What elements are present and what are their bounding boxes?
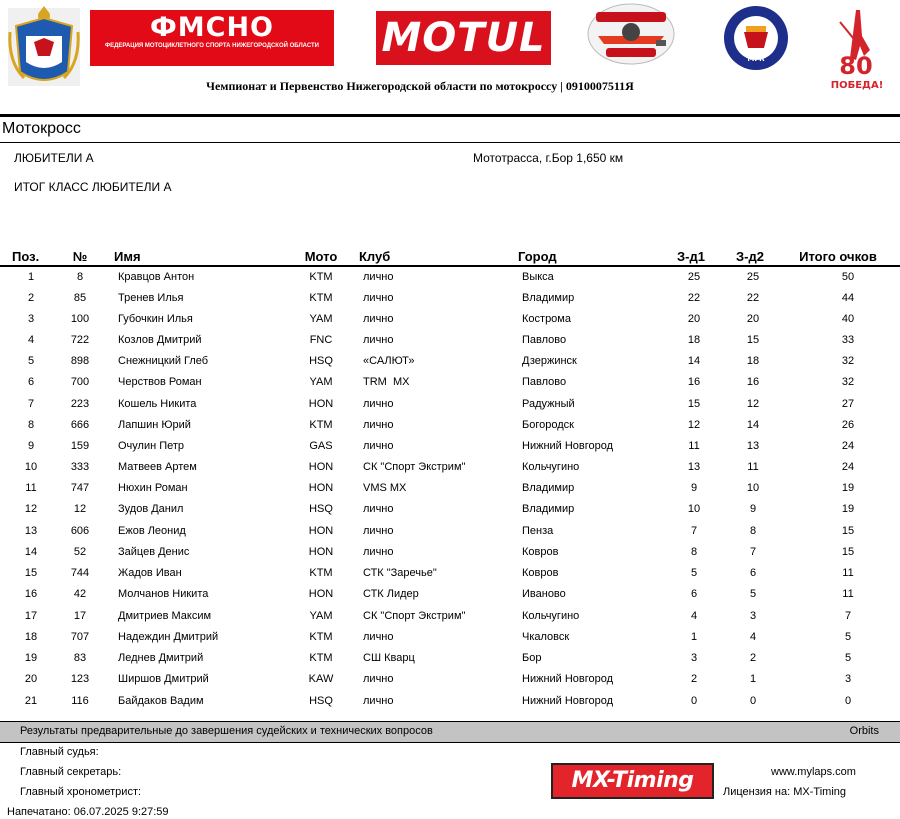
table-row — [0, 351, 900, 372]
fmsno-logo-subtitle: ФЕДЕРАЦИЯ МОТОЦИКЛЕТНОГО СПОРТА НИЖЕГОРОДСКОЙ ОБЛАСТИ — [104, 43, 319, 49]
cell-moto: KTM — [309, 567, 333, 579]
cell-position: 14 — [24, 546, 38, 558]
cell-club: лично — [363, 334, 394, 346]
mx-timing-logo: MX-Timing — [551, 763, 714, 799]
cell-number: 8 — [76, 271, 84, 283]
cell-total: 24 — [841, 461, 855, 473]
cell-position: 4 — [27, 334, 35, 346]
cell-position: 2 — [27, 292, 35, 304]
cell-position: 5 — [27, 355, 35, 367]
cell-total: 40 — [841, 313, 855, 325]
printed-timestamp: Напечатано: 06.07.2025 9:27:59 — [7, 806, 169, 818]
cell-position: 19 — [24, 652, 38, 664]
cell-city: Владимир — [522, 482, 575, 494]
cell-city: Павлово — [522, 334, 567, 346]
cell-city: Дзержинск — [522, 355, 577, 367]
table-row — [0, 394, 900, 415]
cell-moto: HSQ — [309, 695, 333, 707]
table-row — [0, 627, 900, 648]
chief-timekeeper-label: Главный хронометрист: — [20, 786, 142, 798]
cell-race1: 25 — [687, 271, 701, 283]
cell-race2: 14 — [746, 419, 760, 431]
cell-race1: 10 — [687, 503, 701, 515]
cell-city: Ковров — [522, 546, 559, 558]
cell-race2: 11 — [747, 461, 759, 473]
cell-number: 333 — [70, 461, 90, 473]
cell-number: 606 — [70, 525, 90, 537]
cell-city: Нижний Новгород — [522, 440, 614, 452]
cell-race2: 15 — [746, 334, 760, 346]
cell-race2: 16 — [746, 376, 760, 388]
table-row — [0, 563, 900, 584]
mfr-logo-text: MFR — [747, 55, 765, 63]
cell-name: Ежов Леонид — [118, 525, 186, 537]
motul-logo: MOTUL — [376, 11, 551, 65]
cell-total: 5 — [844, 652, 852, 664]
preliminary-note-bar — [0, 721, 900, 743]
cell-race2: 18 — [746, 355, 760, 367]
cell-race2: 8 — [749, 525, 757, 537]
table-row — [0, 267, 900, 288]
cell-city: Богородск — [522, 419, 574, 431]
table-row — [0, 521, 900, 542]
cell-moto: HON — [308, 588, 334, 600]
cell-position: 6 — [27, 376, 35, 388]
table-row — [0, 415, 900, 436]
cell-position: 18 — [24, 631, 38, 643]
cell-race2: 10 — [746, 482, 760, 494]
cell-name: Очулин Петр — [118, 440, 185, 452]
cell-position: 12 — [24, 503, 38, 515]
cell-club: СТК Лидер — [363, 588, 419, 600]
cell-city: Павлово — [522, 376, 567, 388]
cell-moto: HSQ — [309, 355, 333, 367]
table-row — [0, 648, 900, 669]
cell-moto: HON — [308, 461, 334, 473]
cell-number: 116 — [71, 695, 89, 707]
cell-city: Кольчугино — [522, 461, 580, 473]
cell-city: Владимир — [522, 503, 575, 515]
fmsno-logo-title: ФМСНО — [149, 12, 274, 43]
cell-city: Пенза — [522, 525, 554, 537]
table-row — [0, 288, 900, 309]
cell-total: 19 — [841, 482, 855, 494]
cell-moto: KTM — [309, 631, 333, 643]
cell-race2: 1 — [749, 673, 757, 685]
cell-race1: 5 — [690, 567, 698, 579]
cell-total: 15 — [841, 525, 855, 537]
cell-race2: 20 — [746, 313, 760, 325]
cell-race1: 20 — [687, 313, 701, 325]
cell-race1: 0 — [690, 695, 698, 707]
cell-total: 50 — [841, 271, 855, 283]
cell-position: 11 — [25, 482, 37, 494]
cell-name: Ширшов Дмитрий — [118, 673, 209, 685]
chief-secretary-label: Главный секретарь: — [20, 766, 122, 778]
orbits-label: Orbits — [849, 725, 879, 737]
cell-total: 26 — [841, 419, 855, 431]
fmsno-logo — [90, 10, 334, 66]
cell-name: Леднев Дмитрий — [118, 652, 204, 664]
cell-name: Нюхин Роман — [118, 482, 188, 494]
cell-number: 722 — [70, 334, 90, 346]
cell-moto: HSQ — [309, 503, 333, 515]
cell-position: 3 — [27, 313, 35, 325]
victory-logo-text: ПОБЕДА! — [830, 80, 884, 91]
sport-name: Мотокросс — [2, 120, 81, 137]
cell-number: 100 — [70, 313, 90, 325]
cell-moto: HON — [308, 482, 334, 494]
cell-total: 27 — [841, 398, 855, 410]
cell-name: Кравцов Антон — [118, 271, 195, 283]
cell-moto: KTM — [309, 652, 333, 664]
cell-race2: 4 — [749, 631, 757, 643]
cell-moto: KTM — [309, 419, 333, 431]
cell-number: 700 — [70, 376, 90, 388]
cell-club: СШ Кварц — [363, 652, 415, 664]
cell-moto: FNC — [309, 334, 333, 346]
table-row — [0, 330, 900, 351]
column-header-race2: З-д2 — [736, 249, 764, 264]
chief-judge-label: Главный судья: — [20, 746, 99, 758]
table-row — [0, 309, 900, 330]
cell-race1: 7 — [690, 525, 698, 537]
cell-number: 744 — [70, 567, 90, 579]
cell-race2: 9 — [749, 503, 757, 515]
cell-number: 83 — [73, 652, 87, 664]
region-coat-of-arms-logo — [6, 2, 82, 88]
cell-name: Снежницкий Глеб — [118, 355, 209, 367]
cell-total: 24 — [841, 440, 855, 452]
cell-race2: 22 — [746, 292, 760, 304]
cell-total: 19 — [841, 503, 855, 515]
cell-moto: HON — [308, 525, 334, 537]
cell-moto: HON — [308, 398, 334, 410]
cell-position: 9 — [27, 440, 35, 452]
column-header-city: Город — [518, 249, 557, 264]
cell-total: 5 — [844, 631, 852, 643]
cell-race1: 14 — [687, 355, 701, 367]
table-row — [0, 372, 900, 393]
cell-number: 17 — [73, 610, 87, 622]
cell-position: 8 — [27, 419, 35, 431]
cell-total: 15 — [841, 546, 855, 558]
cell-city: Радужный — [522, 398, 575, 410]
cell-total: 11 — [842, 588, 854, 600]
cell-name: Зайцев Денис — [118, 546, 190, 558]
cell-number: 123 — [70, 673, 90, 685]
table-row — [0, 499, 900, 520]
table-row — [0, 478, 900, 499]
cell-race1: 22 — [687, 292, 701, 304]
column-header-club: Клуб — [359, 249, 391, 264]
cell-race1: 8 — [690, 546, 698, 558]
cell-city: Владимир — [522, 292, 575, 304]
cell-race1: 15 — [687, 398, 701, 410]
cell-name: Зудов Данил — [118, 503, 184, 515]
column-header-race1: З-д1 — [677, 249, 705, 264]
cell-race1: 6 — [690, 588, 698, 600]
sport-divider — [0, 142, 900, 143]
cell-club: лично — [363, 398, 394, 410]
cell-total: 33 — [841, 334, 855, 346]
cell-race2: 25 — [746, 271, 760, 283]
cell-total: 7 — [844, 610, 852, 622]
header-divider — [0, 114, 900, 117]
cell-moto: KTM — [309, 292, 333, 304]
cell-position: 17 — [24, 610, 38, 622]
cell-race1: 2 — [690, 673, 698, 685]
class-name: ЛЮБИТЕЛИ А — [14, 151, 94, 165]
cell-club: лично — [363, 695, 394, 707]
cell-city: Кострома — [522, 313, 571, 325]
cell-club: лично — [363, 503, 394, 515]
cell-club: «САЛЮТ» — [363, 355, 415, 367]
cell-name: Матвеев Артем — [118, 461, 197, 473]
preliminary-note: Результаты предварительные до завершения судейских и технических вопросов — [20, 725, 433, 737]
championship-title: Чемпионат и Первенство Нижегородской области по мотокроссу | 0910007511Я — [206, 79, 634, 93]
cell-position: 10 — [24, 461, 38, 473]
cell-race2: 7 — [749, 546, 757, 558]
cell-number: 898 — [70, 355, 90, 367]
cell-total: 11 — [842, 567, 854, 579]
license-info: Лицензия на: MX-Timing — [723, 786, 846, 798]
column-header-position: Поз. — [12, 249, 40, 264]
cell-name: Байдаков Вадим — [118, 695, 204, 707]
table-row — [0, 457, 900, 478]
cell-number: 747 — [70, 482, 90, 494]
cell-race1: 4 — [690, 610, 698, 622]
result-title: ИТОГ КЛАСС ЛЮБИТЕЛИ А — [14, 180, 172, 194]
victory-logo-number: 80 — [839, 52, 873, 80]
cell-name: Лапшин Юрий — [118, 419, 191, 431]
cell-total: 32 — [841, 376, 855, 388]
cell-moto: HON — [308, 546, 334, 558]
cell-race2: 12 — [746, 398, 760, 410]
cell-position: 15 — [24, 567, 38, 579]
cell-moto: GAS — [309, 440, 333, 452]
cell-number: 52 — [73, 546, 87, 558]
cell-city: Нижний Новгород — [522, 673, 614, 685]
cell-number: 159 — [70, 440, 90, 452]
cell-club: лично — [363, 313, 394, 325]
cell-club: лично — [363, 525, 394, 537]
cell-number: 12 — [73, 503, 87, 515]
table-row — [0, 542, 900, 563]
cell-name: Жадов Иван — [118, 567, 182, 579]
cell-race2: 5 — [749, 588, 757, 600]
cell-race2: 2 — [749, 652, 757, 664]
cell-club: лично — [363, 631, 394, 643]
column-header-number: № — [72, 249, 88, 264]
table-row — [0, 669, 900, 690]
cell-position: 13 — [24, 525, 38, 537]
cell-race2: 6 — [749, 567, 757, 579]
cell-race1: 1 — [690, 631, 698, 643]
cell-club: лично — [363, 673, 394, 685]
mfr-logo — [722, 4, 790, 72]
table-row — [0, 606, 900, 627]
cell-number: 223 — [70, 398, 90, 410]
table-row — [0, 436, 900, 457]
cell-name: Губочкин Илья — [118, 313, 193, 325]
cell-name: Молчанов Никита — [118, 588, 209, 600]
cell-moto: KTM — [309, 271, 333, 283]
cell-position: 20 — [24, 673, 38, 685]
cell-city: Кольчугино — [522, 610, 580, 622]
cell-number: 666 — [70, 419, 90, 431]
cell-club: лично — [363, 292, 394, 304]
cell-total: 3 — [844, 673, 852, 685]
table-row — [0, 691, 900, 712]
cell-club: лично — [363, 440, 394, 452]
cell-city: Выкса — [522, 271, 554, 283]
cell-club: лично — [363, 271, 394, 283]
cell-moto: YAM — [309, 610, 333, 622]
column-header-moto: Мото — [304, 249, 338, 264]
cell-position: 16 — [24, 588, 38, 600]
cell-club: лично — [363, 419, 394, 431]
cell-club: СК "Спорт Экстрим" — [363, 610, 466, 622]
cell-moto: KAW — [308, 673, 334, 685]
cell-club: СК "Спорт Экстрим" — [363, 461, 466, 473]
cell-position: 21 — [24, 695, 38, 707]
cell-total: 32 — [841, 355, 855, 367]
mylaps-website-link[interactable]: www.mylaps.com — [771, 766, 856, 778]
cell-moto: YAM — [309, 376, 333, 388]
cell-club: СТК "Заречье" — [363, 567, 437, 579]
motoclub-logo — [586, 2, 676, 66]
cell-total: 44 — [841, 292, 855, 304]
cell-number: 85 — [73, 292, 87, 304]
cell-name: Черствов Роман — [118, 376, 202, 388]
cell-position: 1 — [27, 271, 35, 283]
cell-race1: 18 — [687, 334, 701, 346]
cell-race1: 9 — [690, 482, 698, 494]
cell-name: Кошель Никита — [118, 398, 197, 410]
cell-club: VMS MX — [363, 482, 407, 494]
cell-race1: 13 — [687, 461, 701, 473]
track-info: Мототрасса, г.Бор 1,650 км — [473, 151, 624, 165]
cell-total: 0 — [844, 695, 852, 707]
cell-race1: 16 — [687, 376, 701, 388]
cell-name: Тренев Илья — [118, 292, 184, 304]
cell-city: Иваново — [522, 588, 566, 600]
column-header-total: Итого очков — [799, 249, 877, 264]
cell-race1: 3 — [690, 652, 698, 664]
cell-race2: 0 — [749, 695, 757, 707]
table-row — [0, 584, 900, 605]
cell-city: Чкаловск — [522, 631, 570, 643]
cell-club: лично — [363, 546, 394, 558]
cell-name: Надеждин Дмитрий — [118, 631, 219, 643]
cell-position: 7 — [27, 398, 35, 410]
cell-moto: YAM — [309, 313, 333, 325]
cell-race2: 13 — [746, 440, 760, 452]
cell-city: Бор — [522, 652, 542, 664]
cell-name: Козлов Дмитрий — [118, 334, 202, 346]
cell-race1: 11 — [688, 440, 700, 452]
cell-name: Дмитриев Максим — [118, 610, 212, 622]
cell-city: Нижний Новгород — [522, 695, 614, 707]
column-header-name: Имя — [114, 249, 141, 264]
cell-number: 707 — [70, 631, 90, 643]
cell-race2: 3 — [749, 610, 757, 622]
cell-number: 42 — [73, 588, 87, 600]
cell-city: Ковров — [522, 567, 559, 579]
cell-race1: 12 — [687, 419, 701, 431]
cell-club: TRM MX — [363, 376, 410, 388]
